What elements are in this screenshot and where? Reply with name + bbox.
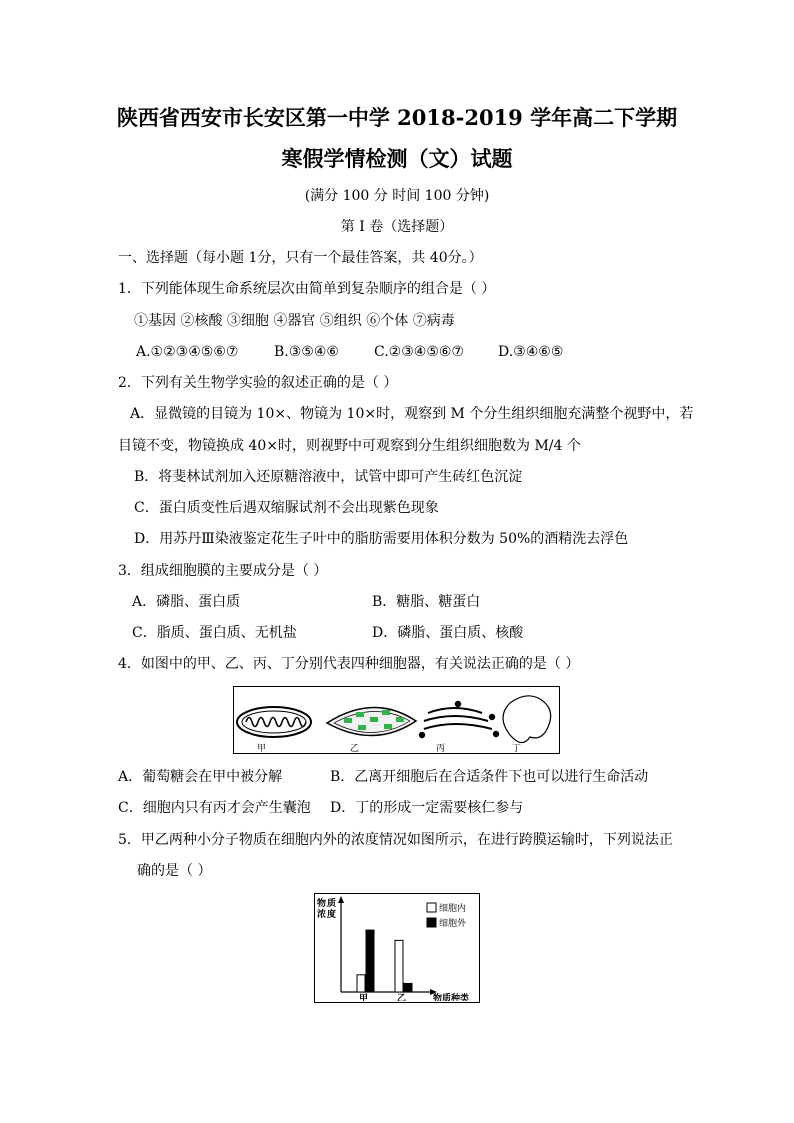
- label-jia: 甲: [257, 744, 267, 754]
- legend-swatch-outside: [427, 918, 436, 927]
- legend-label-inside: 细胞内: [439, 904, 467, 914]
- legend-swatch-inside: [427, 903, 436, 912]
- q2-stem: 2．下列有关生物学实验的叙述正确的是（ ）: [118, 375, 398, 391]
- vacuole-drawing: [503, 696, 551, 743]
- q5-stem-line2: 确的是（ ）: [137, 863, 212, 879]
- q4-option-d: D．丁的形成一定需要核仁参与: [330, 800, 524, 816]
- q4-option-a: A．葡萄糖会在甲中被分解: [118, 769, 283, 785]
- q1-option-d: D.③④⑥⑤: [498, 344, 564, 360]
- q4-option-c: C．细胞内只有丙才会产生囊泡: [118, 800, 311, 816]
- q3-option-b: B．糖脂、糖蛋白: [372, 594, 481, 610]
- legend-label-outside: 细胞外: [439, 919, 467, 929]
- label-yi: 乙: [350, 744, 360, 754]
- section-heading: 一、选择题（每小题 1分，只有一个最佳答案，共 40分。）: [118, 250, 483, 266]
- y-axis-label: 物质浓度: [317, 899, 337, 920]
- q2-option-a-line1: A．显微镜的目镜为 10×、物镜为 10×时，观察到 M 个分生组织细胞充满整个视野中，若: [130, 406, 694, 422]
- bar-jia-outside: [366, 930, 374, 992]
- q3-option-d: D．磷脂、蛋白质、核酸: [372, 625, 524, 641]
- q2-option-b: B．将斐林试剂加入还原糖溶液中，试管中即可产生砖红色沉淀: [134, 469, 523, 485]
- q3-option-c: C．脂质、蛋白质、无机盐: [132, 625, 297, 641]
- q4-option-b: B．乙离开细胞后在合适条件下也可以进行生命活动: [330, 769, 649, 785]
- q4-stem: 4．如图中的甲、乙、丙、丁分别代表四种细胞器，有关说法正确的是（ ）: [118, 656, 580, 672]
- y-axis-arrow: [338, 896, 344, 903]
- q2-option-c: C．蛋白质变性后遇双缩脲试剂不会出现紫色现象: [134, 500, 439, 516]
- q5-stem-line1: 5．甲乙两种小分子物质在细胞内外的浓度情况如图所示，在进行跨膜运输时，下列说法正: [118, 832, 673, 848]
- q2-option-d: D．用苏丹Ⅲ染液鉴定花生子叶中的脂肪需要用体积分数为 50%的酒精洗去浮色: [134, 531, 629, 547]
- bar-jia-inside: [357, 975, 365, 992]
- label-ding: 丁: [512, 744, 522, 754]
- q2-option-a-line2: 目镜不变，物镜换成 40×时，则视野中可观察到分生组织细胞数为 M/4 个: [118, 438, 581, 454]
- q1-option-c: C.②③④⑤⑥⑦: [374, 344, 464, 360]
- q1-option-b: B.③⑤④⑥: [274, 344, 339, 360]
- category-label: 甲: [359, 994, 369, 1001]
- bar-yi-outside: [404, 983, 412, 992]
- q3-option-a: A．磷脂、蛋白质: [132, 594, 241, 610]
- mitochondrion-drawing: [237, 707, 311, 737]
- bar-chart-svg: [315, 894, 478, 1001]
- title-line-1: 陕西省西安市长安区第一中学 2018-2019 学年高二下学期: [116, 105, 678, 130]
- label-bing: 丙: [436, 744, 446, 754]
- x-axis-label: 物质种类: [433, 994, 470, 1001]
- q1-stem: 1．下列能体现生命系统层次由简单到复杂顺序的组合是（ ）: [118, 281, 496, 297]
- chloroplast-drawing: [327, 707, 416, 735]
- exam-meta: (满分 100 分 时间 100 分钟): [304, 188, 490, 204]
- organelle-drawings: [234, 687, 558, 752]
- title-line-2: 寒假学情检测（文）试题: [281, 146, 513, 171]
- q1-items: ①基因 ②核酸 ③细胞 ④器官 ⑤组织 ⑥个体 ⑦病毒: [134, 313, 455, 329]
- chart-legend: [427, 902, 467, 929]
- volume-heading: 第 I 卷（选择题）: [340, 219, 454, 235]
- bar-yi-inside: [395, 940, 403, 992]
- organelle-figure: [233, 686, 560, 754]
- q1-option-a: A.①②③④⑤⑥⑦: [136, 344, 239, 360]
- q3-stem: 3．组成细胞膜的主要成分是（ ）: [118, 563, 328, 579]
- golgi-drawing: [420, 702, 498, 737]
- concentration-chart: [314, 893, 480, 1003]
- category-label: 乙: [397, 994, 407, 1001]
